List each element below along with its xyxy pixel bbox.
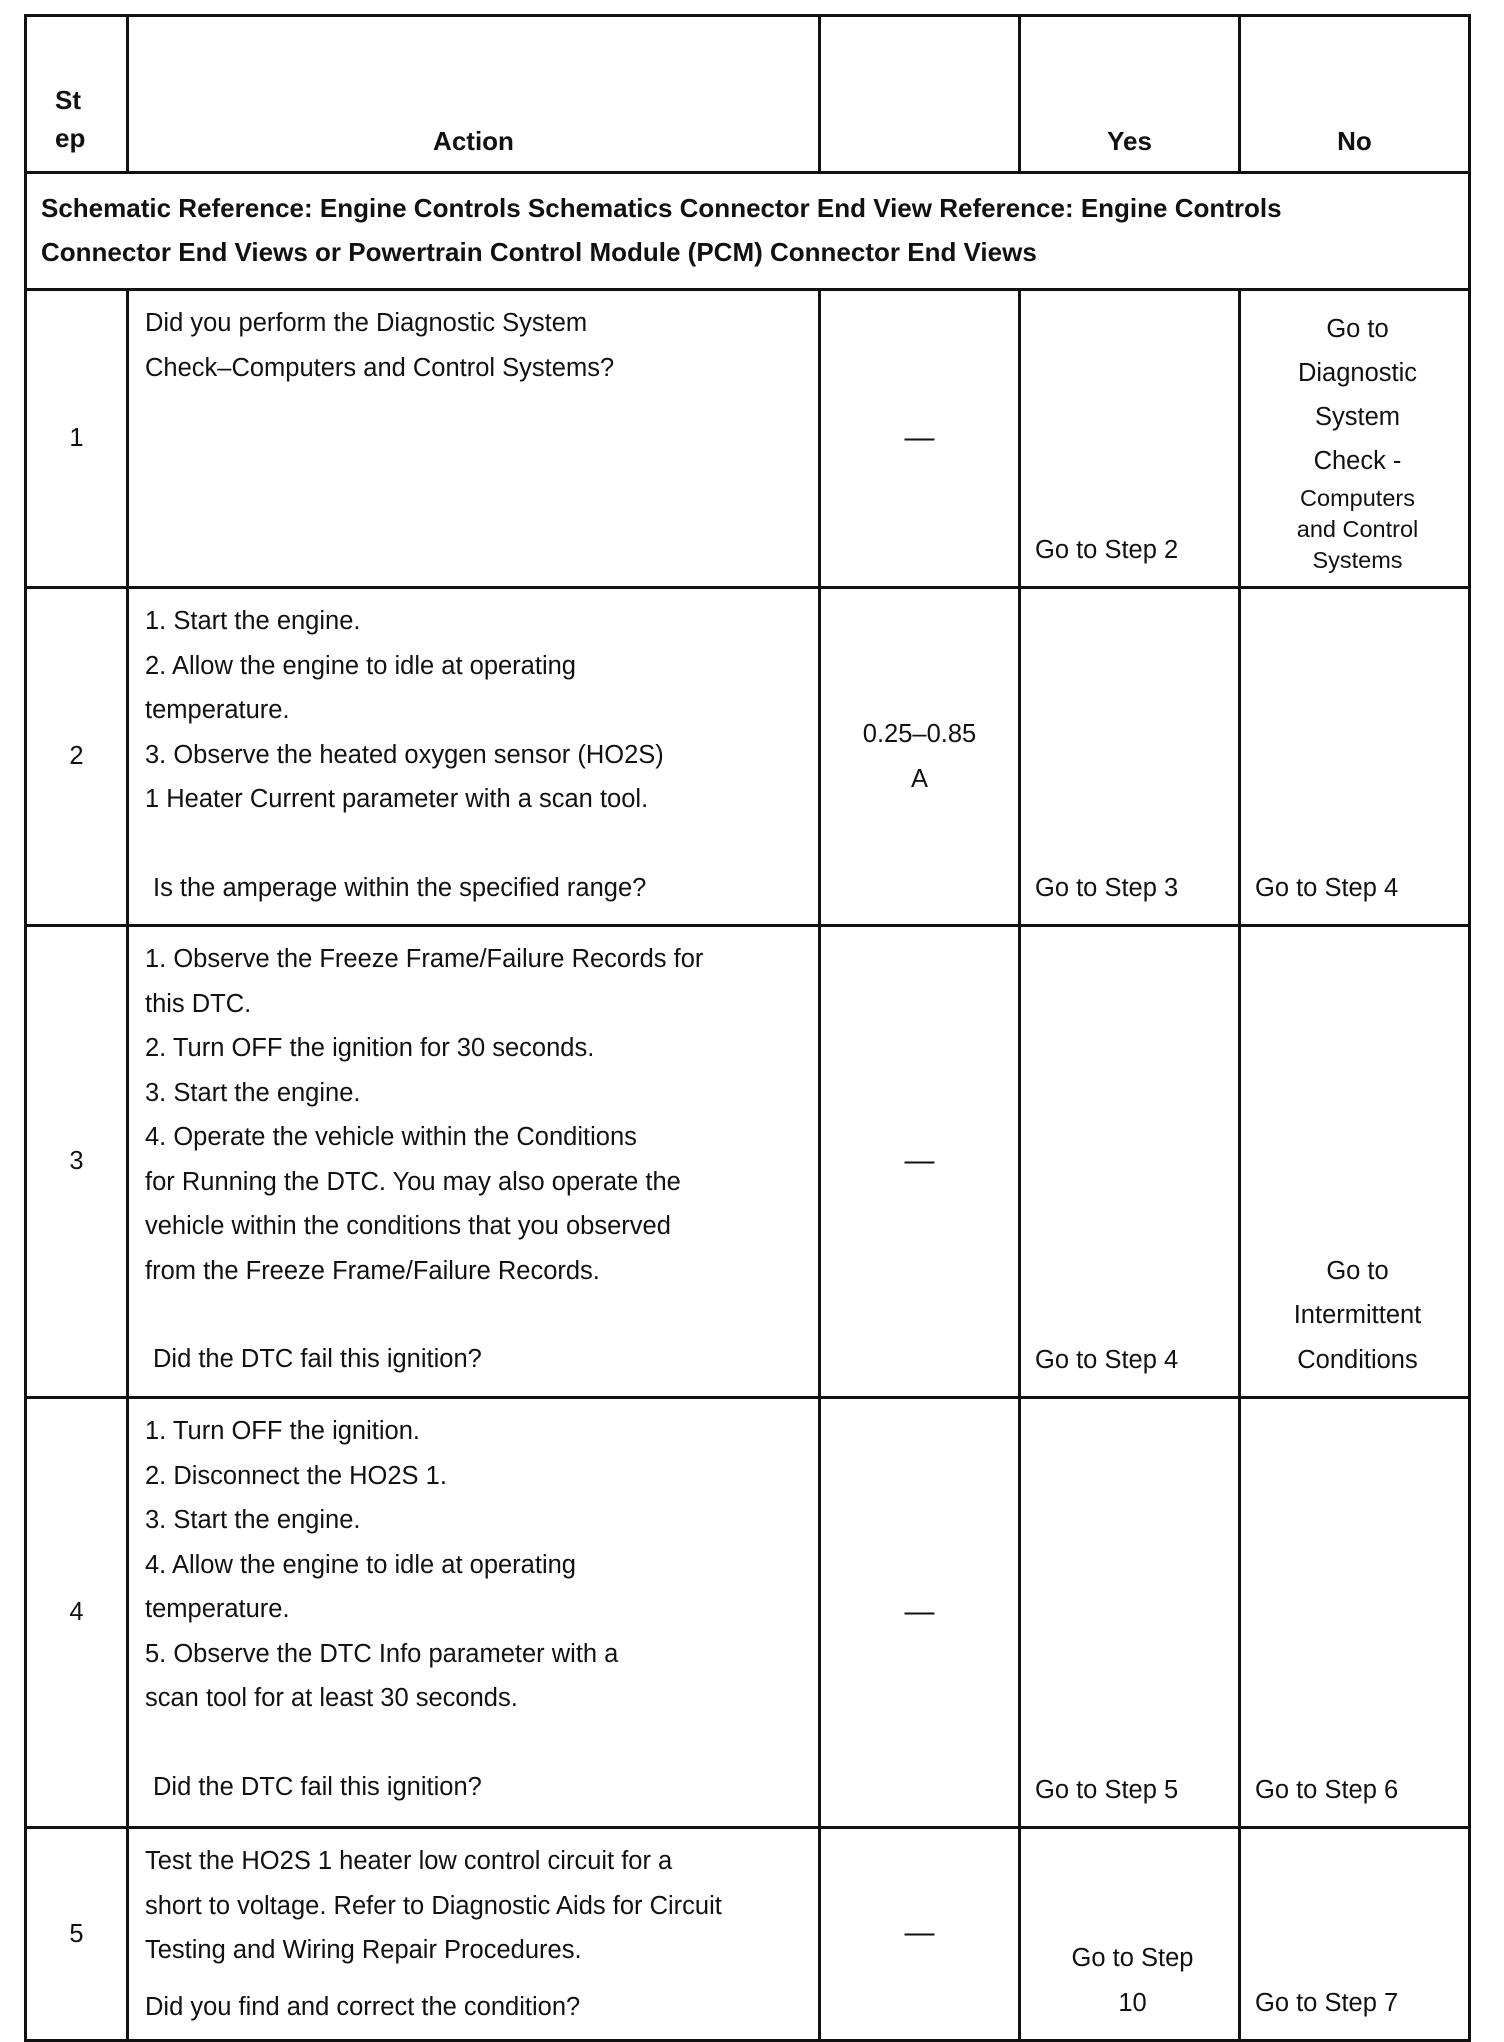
- action-line: Check–Computers and Control Systems?: [145, 353, 615, 382]
- reference-line-1: Schematic Reference: Engine Controls Schematics Connector End View Reference: Engine Controls: [41, 193, 1282, 223]
- value-dash: —: [904, 1594, 935, 1628]
- no-line: Diagnostic: [1297, 359, 1418, 387]
- step-number: 1: [26, 290, 128, 588]
- action-line: 3. Observe the heated oxygen sensor (HO2S): [145, 740, 664, 769]
- action-line: 1 Heater Current parameter with a scan tool.: [145, 785, 649, 813]
- no-line: and Control: [1296, 516, 1419, 542]
- table-row: [26, 588, 1470, 926]
- reference-line-2: Connector End Views or Powertrain Control Module (PCM) Connector End Views: [41, 237, 1037, 267]
- action-line: 2. Disconnect the HO2S 1.: [145, 1461, 447, 1490]
- step-number: 3: [26, 926, 128, 1398]
- no-line: System: [1314, 403, 1401, 431]
- table-row: [26, 1398, 1470, 1828]
- table-row: [26, 290, 1470, 588]
- value-line: 0.25–0.85: [862, 720, 977, 748]
- no-link[interactable]: [1240, 926, 1470, 1398]
- yes-link[interactable]: Go to Step 2: [1020, 290, 1240, 588]
- action-line: temperature.: [145, 696, 290, 724]
- action-line: vehicle within the conditions that you observed: [145, 1212, 671, 1240]
- value-dash: —: [904, 1916, 935, 1950]
- diagnostic-table-page: [24, 14, 1468, 2042]
- action-line: 1. Turn OFF the ignition.: [145, 1417, 420, 1445]
- reference-row: [26, 173, 1470, 290]
- action-line: for Running the DTC. You may also operate the: [145, 1167, 681, 1196]
- action-line: 3. Start the engine.: [145, 1078, 361, 1107]
- no-link[interactable]: Go to Step 7: [1240, 1828, 1470, 2041]
- action-line: Testing and Wiring Repair Procedures.: [145, 1936, 582, 1964]
- action-line: this DTC.: [145, 989, 252, 1018]
- step-question: Did you find and correct the condition?: [145, 1992, 581, 2021]
- action-line: 2. Allow the engine to idle at operating: [145, 651, 576, 680]
- action-line: 5. Observe the DTC Info parameter with a: [145, 1639, 619, 1668]
- action-line: 2. Turn OFF the ignition for 30 seconds.: [145, 1034, 595, 1062]
- step-action: [128, 926, 820, 1398]
- no-line: Intermittent: [1293, 1301, 1422, 1329]
- step-action: [128, 1398, 820, 1828]
- step-number: 2: [26, 588, 128, 926]
- no-line: Go to: [1326, 315, 1389, 343]
- action-line: Did you perform the Diagnostic System: [145, 309, 588, 337]
- step-question: Did the DTC fail this ignition?: [153, 1345, 482, 1373]
- action-line: 3. Start the engine.: [145, 1506, 361, 1534]
- no-line: Conditions: [1297, 1345, 1418, 1374]
- yes-link[interactable]: [1020, 1828, 1240, 2041]
- yes-link[interactable]: Go to Step 3: [1020, 588, 1240, 926]
- yes-link[interactable]: Go to Step 5: [1020, 1398, 1240, 1828]
- no-line: Check -: [1313, 447, 1402, 475]
- no-link[interactable]: Go to Step 4: [1240, 588, 1470, 926]
- yes-line: 10: [1118, 1988, 1147, 2017]
- step-number: 5: [26, 1828, 128, 2041]
- action-line: 1. Start the engine.: [145, 607, 361, 635]
- action-line: scan tool for at least 30 seconds.: [145, 1684, 518, 1712]
- step-action: [128, 290, 820, 588]
- action-line: Test the HO2S 1 heater low control circuit for a: [145, 1847, 673, 1875]
- action-line: short to voltage. Refer to Diagnostic Aids for Circuit: [145, 1891, 722, 1920]
- table-row: [26, 1828, 1470, 2041]
- no-link[interactable]: Go to Step 6: [1240, 1398, 1470, 1828]
- no-line: Go to: [1326, 1256, 1389, 1285]
- action-line: temperature.: [145, 1595, 290, 1623]
- action-line: 4. Operate the vehicle within the Conditions: [145, 1123, 637, 1151]
- action-line: 1. Observe the Freeze Frame/Failure Records for: [145, 945, 704, 973]
- table-header-row: [26, 16, 1470, 173]
- value-dash: —: [904, 420, 935, 454]
- step-question: Did the DTC fail this ignition?: [153, 1772, 482, 1801]
- yes-line: Go to Step: [1071, 1944, 1194, 1972]
- no-link[interactable]: [1240, 290, 1470, 588]
- header-yes: Yes: [1020, 16, 1240, 173]
- header-step: St ep: [26, 16, 128, 173]
- value-line: A: [910, 764, 928, 793]
- step-value: [820, 1398, 1020, 1828]
- step-question: Is the amperage within the specified range?: [153, 873, 647, 902]
- diagnostic-table: [24, 14, 1471, 2042]
- action-line: from the Freeze Frame/Failure Records.: [145, 1256, 600, 1285]
- step-value: [820, 290, 1020, 588]
- table-row: [26, 926, 1470, 1398]
- no-line: Systems: [1312, 547, 1403, 573]
- header-value: [820, 16, 1020, 173]
- step-value: [820, 926, 1020, 1398]
- schematic-reference: [26, 173, 1470, 290]
- no-line: Computers: [1300, 485, 1415, 511]
- step-action: [128, 588, 820, 926]
- step-value: [820, 588, 1020, 926]
- header-action: Action: [128, 16, 820, 173]
- step-value: [820, 1828, 1020, 2041]
- yes-link[interactable]: Go to Step 4: [1020, 926, 1240, 1398]
- header-no: No: [1240, 16, 1470, 173]
- value-dash: —: [904, 1143, 935, 1177]
- step-action: [128, 1828, 820, 2041]
- action-line: 4. Allow the engine to idle at operating: [145, 1550, 576, 1579]
- step-number: 4: [26, 1398, 128, 1828]
